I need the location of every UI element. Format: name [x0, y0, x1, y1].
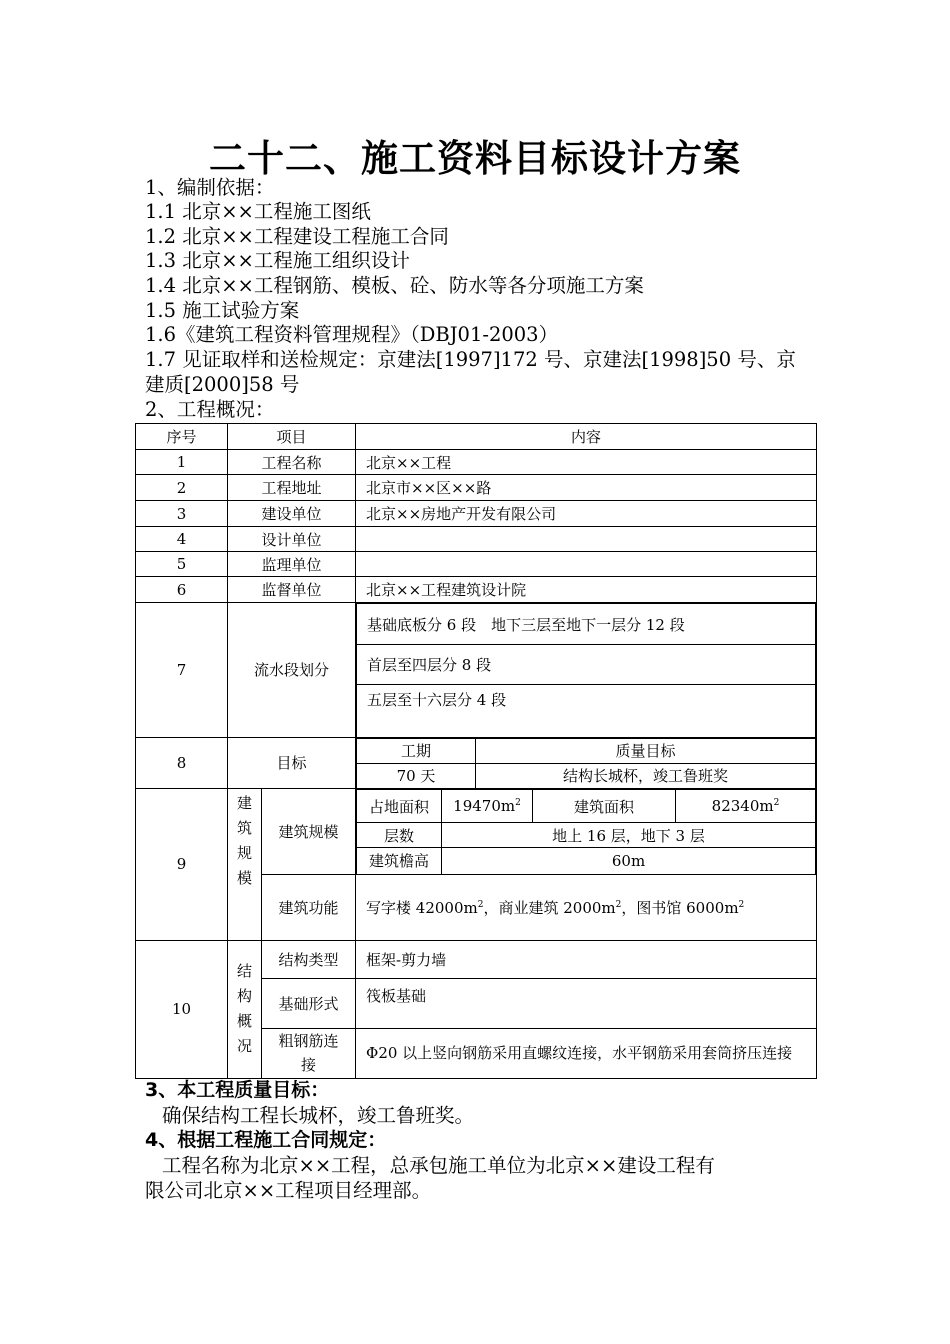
row-no: 4 — [136, 527, 228, 552]
quality-value: 结构长城杯，竣工鲁班奖 — [476, 763, 816, 788]
row-no: 2 — [136, 475, 228, 501]
section3-text: 确保结构工程长城杯，竣工鲁班奖。 — [162, 1104, 475, 1127]
header-no: 序号 — [136, 424, 228, 450]
row-no: 5 — [136, 552, 228, 577]
row-item: 监理单位 — [228, 552, 356, 577]
row-content — [356, 552, 817, 577]
group-char: 模 — [236, 869, 252, 887]
height-label: 建筑檐高 — [357, 848, 442, 874]
row-content — [356, 527, 817, 552]
table-row — [136, 527, 817, 552]
flow-line: 五层至十六层分 4 段 — [357, 685, 816, 737]
row-item: 工程名称 — [228, 450, 356, 475]
section2-heading: 2、工程概况： — [145, 398, 275, 421]
row-content: 北京××房地产开发有限公司 — [356, 501, 817, 527]
function-label: 建筑功能 — [262, 874, 356, 940]
basis-item: 1.6《建筑工程资料管理规程》（DBJ01-2003） — [145, 323, 559, 346]
page-title: 二十二、施工资料目标设计方案 — [209, 137, 741, 180]
flow-line: 首层至四层分 8 段 — [357, 645, 816, 685]
section4-heading: 4、根据工程施工合同规定： — [145, 1129, 387, 1151]
function-part: 写字楼 42000m — [366, 898, 478, 917]
floors-value: 地上 16 层，地下 3 层 — [442, 823, 816, 848]
header-content: 内容 — [356, 424, 817, 450]
targets-cell — [356, 737, 817, 789]
unit-superscript: 2 — [515, 798, 521, 808]
row-no: 10 — [136, 940, 228, 1078]
table-row — [136, 552, 817, 577]
height-value: 60m — [442, 848, 816, 874]
function-part: ，商业建筑 2000m — [483, 898, 616, 917]
table-row — [136, 501, 817, 527]
rebar-label-line: 接 — [301, 1056, 317, 1074]
group-char: 构 — [236, 987, 252, 1005]
structure-group — [228, 940, 262, 1078]
row-no: 7 — [136, 603, 228, 738]
section4-text-line2: 限公司北京××工程项目经理部。 — [145, 1179, 432, 1202]
basis-item: 1.4 北京××工程钢筋、模板、砼、防水等各分项施工方案 — [145, 274, 644, 297]
table-row — [136, 450, 817, 475]
basis-item: 1.3 北京××工程施工组织设计 — [145, 249, 410, 272]
basis-item-continued: 建质[2000]58 号 — [145, 373, 300, 396]
function-part: ，图书馆 6000m — [621, 898, 739, 917]
table-header-row — [136, 424, 817, 450]
row-item: 目标 — [228, 737, 356, 789]
group-char: 概 — [236, 1012, 252, 1030]
group-char: 结 — [236, 962, 252, 980]
scale-cell — [356, 789, 817, 875]
row-content: 北京××工程建筑设计院 — [356, 577, 817, 603]
unit-superscript: 2 — [738, 899, 745, 910]
row-item: 建设单位 — [228, 501, 356, 527]
function-value — [356, 874, 817, 940]
build-area-number: 82340m — [711, 797, 774, 815]
row-content: 北京××工程 — [356, 450, 817, 475]
structure-type-label: 结构类型 — [262, 940, 356, 978]
table-row — [136, 577, 817, 603]
group-char: 规 — [236, 844, 252, 862]
row-item: 设计单位 — [228, 527, 356, 552]
table-row-targets — [136, 737, 817, 789]
period-label: 工期 — [357, 738, 476, 763]
row-item: 工程地址 — [228, 475, 356, 501]
row-item: 流水段划分 — [228, 603, 356, 738]
flow-sections-cell — [356, 603, 817, 738]
row-no: 9 — [136, 789, 228, 941]
row-no: 3 — [136, 501, 228, 527]
table-row — [136, 475, 817, 501]
project-overview-table — [135, 423, 817, 1079]
quality-label: 质量目标 — [476, 738, 816, 763]
unit-superscript: 2 — [773, 798, 780, 808]
unit-superscript: 2 — [477, 899, 484, 910]
rebar-value: Φ20 以上竖向钢筋采用直螺纹连接，水平钢筋采用套筒挤压连接 — [356, 1028, 817, 1078]
group-char: 建 — [236, 794, 252, 812]
section3-heading: 3、本工程质量目标： — [145, 1079, 330, 1101]
land-area-number: 19470m — [453, 797, 516, 815]
build-area-value — [676, 790, 816, 823]
section1-heading: 1、编制依据： — [145, 176, 275, 199]
rebar-label-line: 粗钢筋连 — [278, 1032, 339, 1050]
flow-line: 基础底板分 6 段 地下三层至地下一层分 12 段 — [357, 604, 816, 645]
table-row-flow-sections — [136, 603, 817, 738]
group-char: 筑 — [236, 819, 252, 837]
foundation-value: 筏板基础 — [356, 978, 817, 1028]
basis-item: 1.2 北京××工程建设工程施工合同 — [145, 225, 449, 248]
period-value: 70 天 — [357, 763, 476, 788]
land-area-label: 占地面积 — [357, 790, 442, 823]
section4-text-line1: 工程名称为北京××工程，总承包施工单位为北京××建设工程有 — [162, 1154, 715, 1177]
scale-label: 建筑规模 — [262, 789, 356, 875]
rebar-label — [262, 1028, 356, 1078]
group-char: 况 — [236, 1037, 252, 1055]
land-area-value — [442, 790, 533, 823]
table-row-structure-type — [136, 940, 817, 978]
floors-label: 层数 — [357, 823, 442, 848]
row-content: 北京市××区××路 — [356, 475, 817, 501]
table-row-building-scale — [136, 789, 817, 875]
basis-item: 1.1 北京××工程施工图纸 — [145, 200, 371, 223]
row-no: 8 — [136, 737, 228, 789]
header-item: 项目 — [228, 424, 356, 450]
row-item: 监督单位 — [228, 577, 356, 603]
structure-type-value: 框架-剪力墙 — [356, 940, 817, 978]
basis-item: 1.7 见证取样和送检规定：京建法[1997]172 号、京建法[1998]50 号、京 — [145, 348, 796, 371]
build-area-label: 建筑面积 — [533, 790, 676, 823]
basis-item: 1.5 施工试验方案 — [145, 299, 300, 322]
foundation-label: 基础形式 — [262, 978, 356, 1028]
row-no: 1 — [136, 450, 228, 475]
row-no: 6 — [136, 577, 228, 603]
building-scale-group — [228, 789, 262, 941]
unit-superscript: 2 — [615, 899, 622, 910]
